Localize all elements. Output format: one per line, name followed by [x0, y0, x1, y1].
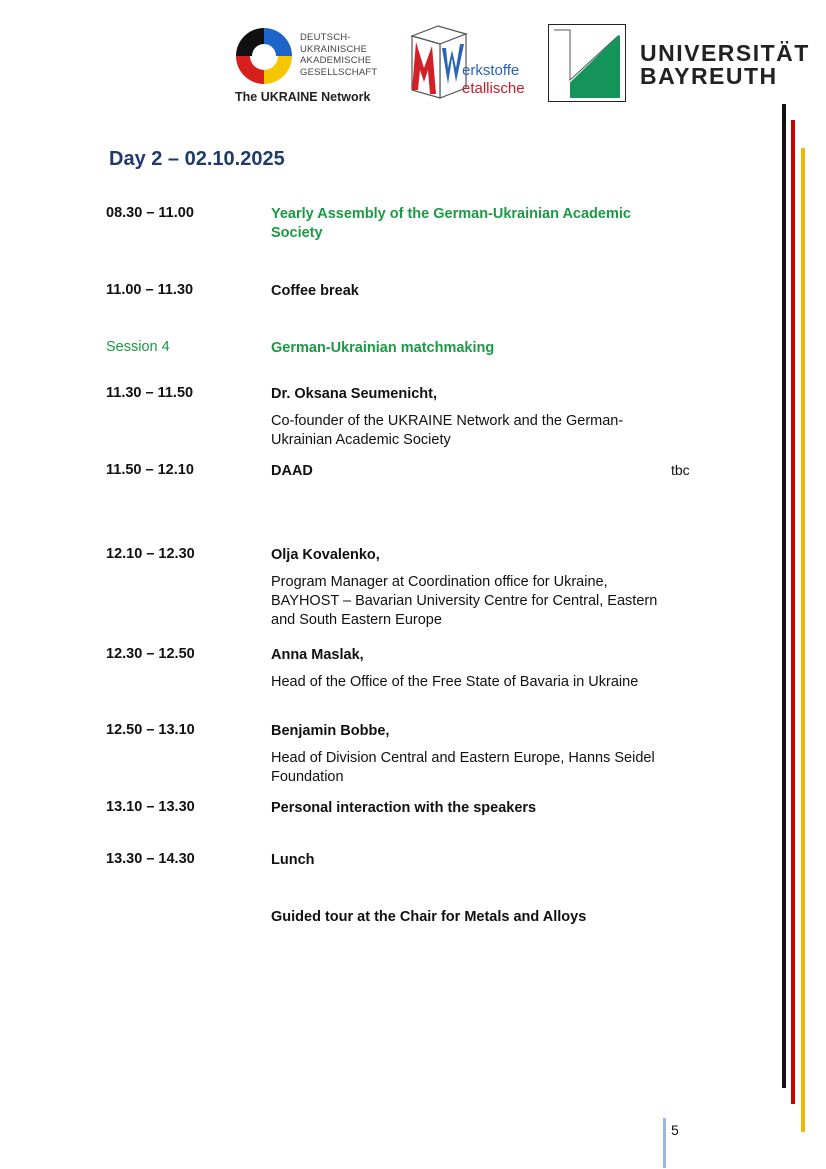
schedule-event: Personal interaction with the speakers: [271, 800, 537, 816]
schedule-time: 13.30 – 14.30: [106, 851, 195, 867]
page-number-bar: [663, 1118, 666, 1168]
schedule-time: 08.30 – 11.00: [106, 205, 194, 221]
schedule-time: 11.30 – 11.50: [106, 385, 194, 401]
schedule-time: 12.10 – 12.30: [106, 546, 195, 562]
dua-line: AKADEMISCHE: [300, 55, 372, 66]
mw-text-line2: etallische: [462, 80, 525, 97]
schedule-time: 12.50 – 13.10: [106, 722, 195, 738]
ubt-emblem: [548, 24, 626, 102]
ubt-name-line1: UNIVERSITÄT: [640, 40, 810, 66]
tbc-note: tbc: [671, 462, 690, 478]
speaker-description: Head of Division Central and Eastern Europe, Hanns Seidel Foundation: [271, 750, 655, 785]
schedule-event: Guided tour at the Chair for Metals and Alloys: [271, 909, 587, 925]
page-number: 5: [671, 1122, 679, 1138]
schedule-time: 11.50 – 12.10: [106, 462, 194, 478]
dua-line: DEUTSCH-: [300, 32, 351, 43]
ubt-emblem-icon: [548, 24, 626, 102]
schedule-event: DAAD: [271, 463, 313, 479]
dua-line: GESELLSCHAFT: [300, 66, 378, 78]
stripe-black: [782, 104, 786, 1088]
dua-emblem-icon: [232, 26, 296, 88]
speaker-name: Anna Maslak,: [271, 647, 364, 663]
session-title: German-Ukrainian matchmaking: [271, 340, 495, 356]
ubt-name: [640, 42, 810, 88]
page-title: Day 2 – 02.10.2025: [109, 148, 285, 170]
ubt-name-line2: BAYREUTH: [640, 63, 778, 89]
mw-emblem-icon: [408, 24, 468, 100]
session-label: Session 4: [106, 339, 170, 355]
dua-network-name: The UKRAINE Network: [235, 90, 371, 104]
schedule-event: Yearly Assembly of the German-Ukrainian Academic Society: [271, 206, 631, 241]
speaker-name: Dr. Oksana Seumenicht,: [271, 386, 438, 402]
speaker-description: Program Manager at Coordination office for Ukraine, BAYHOST – Bavarian University Centre for Central, Eastern and South Eastern Europe: [271, 574, 658, 628]
speaker-description: Head of the Office of the Free State of Bavaria in Ukraine: [271, 674, 639, 690]
dua-line: UKRAINISCHE: [300, 43, 368, 55]
mw-text-line1: erkstoffe: [462, 62, 520, 79]
dua-text: [300, 32, 377, 78]
dua-logo: [232, 26, 382, 106]
schedule-event: Coffee break: [271, 283, 359, 299]
speaker-name: Benjamin Bobbe,: [271, 723, 390, 739]
mw-logo: [408, 24, 534, 102]
speaker-name: Olja Kovalenko,: [271, 547, 380, 563]
stripe-red: [791, 120, 795, 1104]
schedule-event: Lunch: [271, 852, 315, 868]
stripe-gold: [801, 148, 805, 1132]
schedule-time: 12.30 – 12.50: [106, 646, 195, 662]
speaker-description: Co-founder of the UKRAINE Network and the German-Ukrainian Academic Society: [271, 413, 624, 448]
schedule-time: 13.10 – 13.30: [106, 799, 195, 815]
schedule-time: 11.00 – 11.30: [106, 282, 194, 298]
